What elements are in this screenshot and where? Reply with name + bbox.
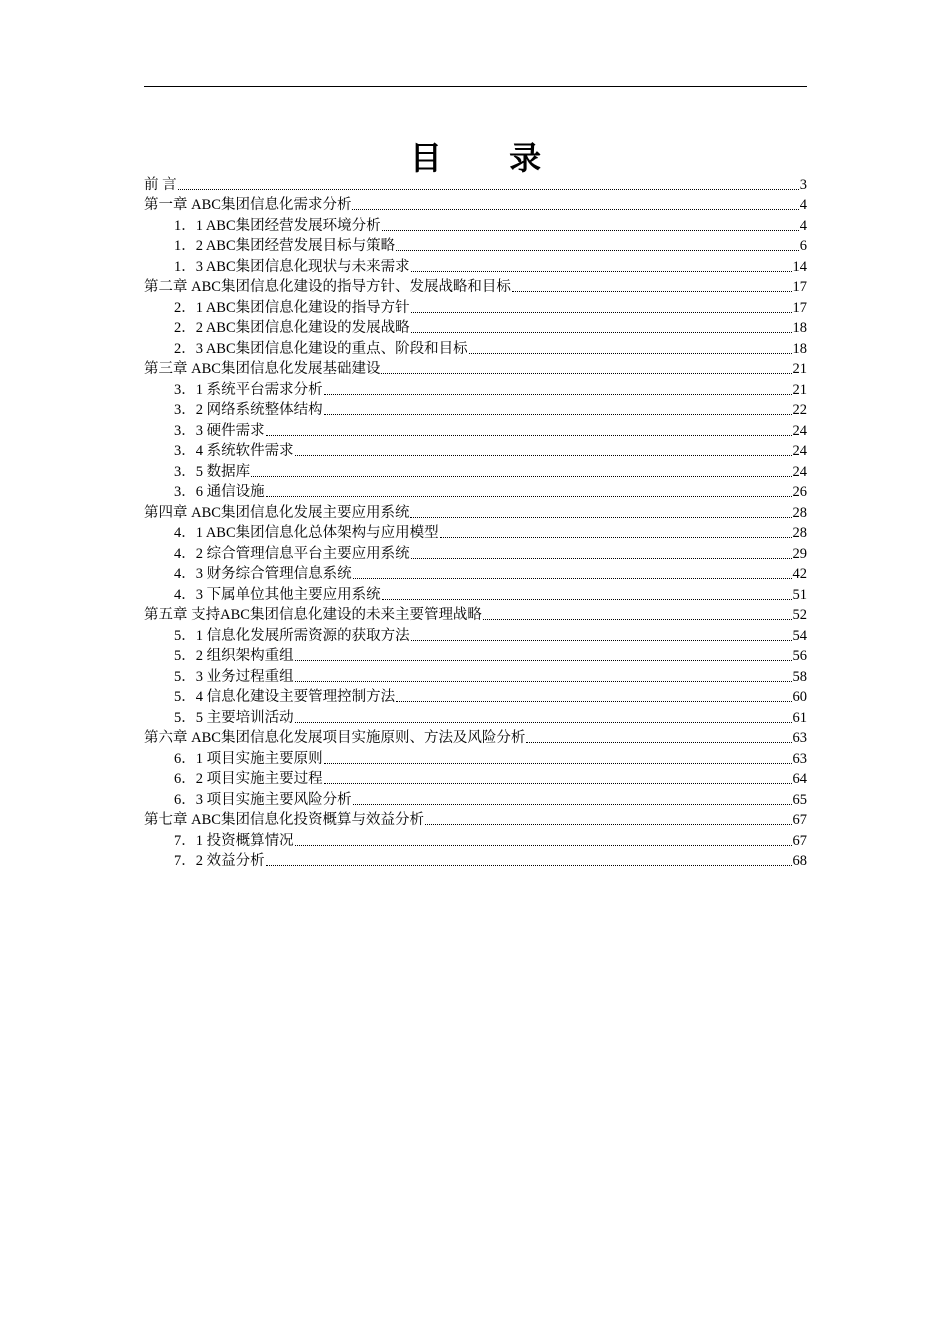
- toc-entry-label: 4．3 财务综合管理信息系统: [174, 566, 352, 582]
- toc-section-entry[interactable]: [144, 646, 807, 667]
- toc-dot-leader: [425, 824, 792, 825]
- toc-page-number: 28: [792, 504, 807, 521]
- toc-chapter-entry[interactable]: [144, 502, 807, 523]
- toc-page-number: 65: [792, 791, 807, 808]
- toc-section-entry[interactable]: [144, 297, 807, 318]
- toc-page-number: 28: [792, 525, 807, 541]
- toc-entry-label: 第七章 ABC集团信息化投资概算与效益分析: [144, 812, 424, 828]
- toc-entry-label: 3．2 网络系统整体结构: [174, 402, 323, 418]
- toc-page-number: 18: [792, 320, 807, 336]
- toc-section-entry[interactable]: [144, 769, 807, 790]
- toc-page-number: 54: [792, 627, 807, 644]
- toc-section-entry[interactable]: [144, 666, 807, 687]
- toc-page-number: 64: [792, 771, 807, 787]
- toc-page-number: 24: [792, 422, 807, 439]
- toc-chapter-entry[interactable]: [144, 605, 807, 626]
- toc-section-entry[interactable]: [144, 318, 807, 339]
- toc-entry-label: 3．4 系统软件需求: [174, 443, 294, 459]
- toc-dot-leader: [440, 537, 792, 538]
- toc-dot-leader: [526, 742, 791, 743]
- toc-entry-label: 第二章 ABC集团信息化建设的指导方针、发展战略和目标: [144, 279, 511, 295]
- toc-section-entry[interactable]: [144, 256, 807, 277]
- toc-dot-leader: [266, 496, 792, 497]
- toc-page-number: 26: [792, 484, 807, 500]
- toc-dot-leader: [324, 414, 792, 415]
- toc-dot-leader: [411, 332, 792, 333]
- toc-section-entry[interactable]: [144, 564, 807, 585]
- toc-section-entry[interactable]: [144, 687, 807, 708]
- toc-page-number: 61: [792, 709, 807, 726]
- toc-section-entry[interactable]: [144, 379, 807, 400]
- toc-chapter-entry[interactable]: [144, 174, 807, 195]
- toc-page-number: 14: [792, 258, 807, 275]
- toc-dot-leader: [295, 455, 792, 456]
- toc-page-number: 4: [799, 217, 807, 234]
- toc-entry-label: 2．3 ABC集团信息化建设的重点、阶段和目标: [174, 340, 468, 357]
- toc-dot-leader: [411, 640, 792, 641]
- toc-page-number: 67: [792, 832, 807, 849]
- toc-dot-leader: [266, 865, 792, 866]
- toc-entry-label: 5．2 组织架构重组: [174, 648, 294, 664]
- toc-entry-label: 5．3 业务过程重组: [174, 668, 294, 685]
- toc-dot-leader: [324, 783, 792, 784]
- toc-section-entry[interactable]: [144, 707, 807, 728]
- toc-section-entry[interactable]: [144, 236, 807, 257]
- toc-entry-label: 6．3 项目实施主要风险分析: [174, 791, 352, 808]
- toc-dot-leader: [396, 701, 791, 702]
- toc-chapter-entry[interactable]: [144, 359, 807, 380]
- toc-section-entry[interactable]: [144, 400, 807, 421]
- toc-page-number: 60: [792, 689, 807, 705]
- toc-dot-leader: [512, 291, 792, 292]
- toc-page-number: 63: [792, 730, 807, 746]
- toc-section-entry[interactable]: [144, 420, 807, 441]
- toc-entry-label: 5．5 主要培训活动: [174, 709, 294, 726]
- toc-dot-leader: [324, 763, 792, 764]
- toc-page-number: 58: [792, 668, 807, 685]
- toc-page-number: 68: [792, 853, 807, 869]
- toc-entry-label: 第一章 ABC集团信息化需求分析: [144, 197, 352, 213]
- toc-page-number: 22: [792, 402, 807, 418]
- toc-entry-label: 2．2 ABC集团信息化建设的发展战略: [174, 320, 410, 336]
- toc-dot-leader: [411, 271, 792, 272]
- toc-page-number: 3: [799, 176, 807, 193]
- toc-dot-leader: [469, 353, 792, 354]
- toc-dot-leader: [381, 373, 791, 374]
- toc-chapter-entry[interactable]: [144, 195, 807, 216]
- toc-page-number: 21: [792, 381, 807, 398]
- toc-section-entry[interactable]: [144, 584, 807, 605]
- toc-entry-label: 第三章 ABC集团信息化发展基础建设: [144, 361, 381, 377]
- toc-entry-label: 1．2 ABC集团经营发展目标与策略: [174, 238, 396, 254]
- toc-dot-leader: [295, 845, 792, 846]
- toc-entry-label: 7．1 投资概算情况: [174, 832, 294, 849]
- toc-dot-leader: [410, 517, 791, 518]
- toc-dot-leader: [483, 619, 792, 620]
- toc-page-number: 51: [792, 586, 807, 603]
- toc-section-entry[interactable]: [144, 441, 807, 462]
- toc-entry-label: 5．1 信息化发展所需资源的获取方法: [174, 627, 410, 644]
- toc-page-number: 42: [792, 566, 807, 582]
- toc-page-number: 56: [792, 648, 807, 664]
- toc-entry-label: 3．1 系统平台需求分析: [174, 381, 323, 398]
- toc-page-number: 63: [792, 750, 807, 767]
- toc-page-number: 24: [792, 463, 807, 480]
- toc-dot-leader: [382, 599, 792, 600]
- toc-entry-label: 前 言: [144, 176, 177, 193]
- toc-dot-leader: [324, 394, 792, 395]
- toc-entry-label: 3．5 数据库: [174, 463, 251, 480]
- toc-page-number: 6: [799, 238, 807, 254]
- toc-dot-leader: [266, 435, 792, 436]
- toc-chapter-entry[interactable]: [144, 728, 807, 749]
- toc-list: [144, 174, 807, 871]
- toc-page-number: 24: [792, 443, 807, 459]
- toc-dot-leader: [353, 578, 792, 579]
- toc-dot-leader: [295, 660, 792, 661]
- toc-entry-label: 1．1 ABC集团经营发展环境分析: [174, 217, 381, 234]
- toc-entry-label: 3．3 硬件需求: [174, 422, 265, 439]
- toc-dot-leader: [411, 312, 792, 313]
- toc-section-entry[interactable]: [144, 830, 807, 851]
- toc-page-number: 17: [792, 299, 807, 316]
- toc-page-number: 18: [792, 340, 807, 357]
- toc-page-number: 21: [792, 361, 807, 377]
- toc-section-entry[interactable]: [144, 748, 807, 769]
- toc-entry-label: 6．2 项目实施主要过程: [174, 771, 323, 787]
- toc-dot-leader: [411, 558, 792, 559]
- toc-dot-leader: [353, 804, 792, 805]
- toc-title: 目 录: [409, 139, 570, 177]
- toc-dot-leader: [352, 209, 798, 210]
- toc-section-entry[interactable]: [144, 461, 807, 482]
- toc-entry-label: 2．1 ABC集团信息化建设的指导方针: [174, 299, 410, 316]
- toc-entry-label: 5．4 信息化建设主要管理控制方法: [174, 689, 396, 705]
- toc-dot-leader: [295, 681, 792, 682]
- toc-entry-label: 4．3 下属单位其他主要应用系统: [174, 586, 381, 603]
- toc-page-number: 52: [792, 607, 807, 623]
- toc-dot-leader: [295, 722, 792, 723]
- toc-chapter-entry[interactable]: [144, 277, 807, 298]
- toc-dot-leader: [382, 230, 799, 231]
- header-rule: [144, 86, 807, 87]
- toc-entry-label: 第四章 ABC集团信息化发展主要应用系统: [144, 504, 410, 521]
- toc-entry-label: 4．1 ABC集团信息化总体架构与应用模型: [174, 525, 439, 541]
- toc-entry-label: 4．2 综合管理信息平台主要应用系统: [174, 545, 410, 562]
- toc-section-entry[interactable]: [144, 338, 807, 359]
- toc-page-number: 4: [799, 197, 807, 213]
- toc-dot-leader: [251, 476, 791, 477]
- toc-page-number: 67: [792, 812, 807, 828]
- toc-page-number: 17: [792, 279, 807, 295]
- toc-dot-leader: [178, 189, 799, 190]
- toc-dot-leader: [396, 250, 799, 251]
- toc-entry-label: 1．3 ABC集团信息化现状与未来需求: [174, 258, 410, 275]
- toc-chapter-entry[interactable]: [144, 810, 807, 831]
- toc-section-entry[interactable]: [144, 789, 807, 810]
- toc-section-entry[interactable]: [144, 625, 807, 646]
- toc-entry-label: 第五章 支持ABC集团信息化建设的未来主要管理战略: [144, 607, 482, 623]
- toc-section-entry[interactable]: [144, 543, 807, 564]
- toc-entry-label: 7．2 效益分析: [174, 853, 265, 869]
- toc-section-entry[interactable]: [144, 851, 807, 872]
- toc-page-number: 29: [792, 545, 807, 562]
- toc-section-entry[interactable]: [144, 215, 807, 236]
- toc-entry-label: 3．6 通信设施: [174, 484, 265, 500]
- toc-entry-label: 第六章 ABC集团信息化发展项目实施原则、方法及风险分析: [144, 730, 526, 746]
- toc-section-entry[interactable]: [144, 523, 807, 544]
- toc-entry-label: 6．1 项目实施主要原则: [174, 750, 323, 767]
- toc-section-entry[interactable]: [144, 482, 807, 503]
